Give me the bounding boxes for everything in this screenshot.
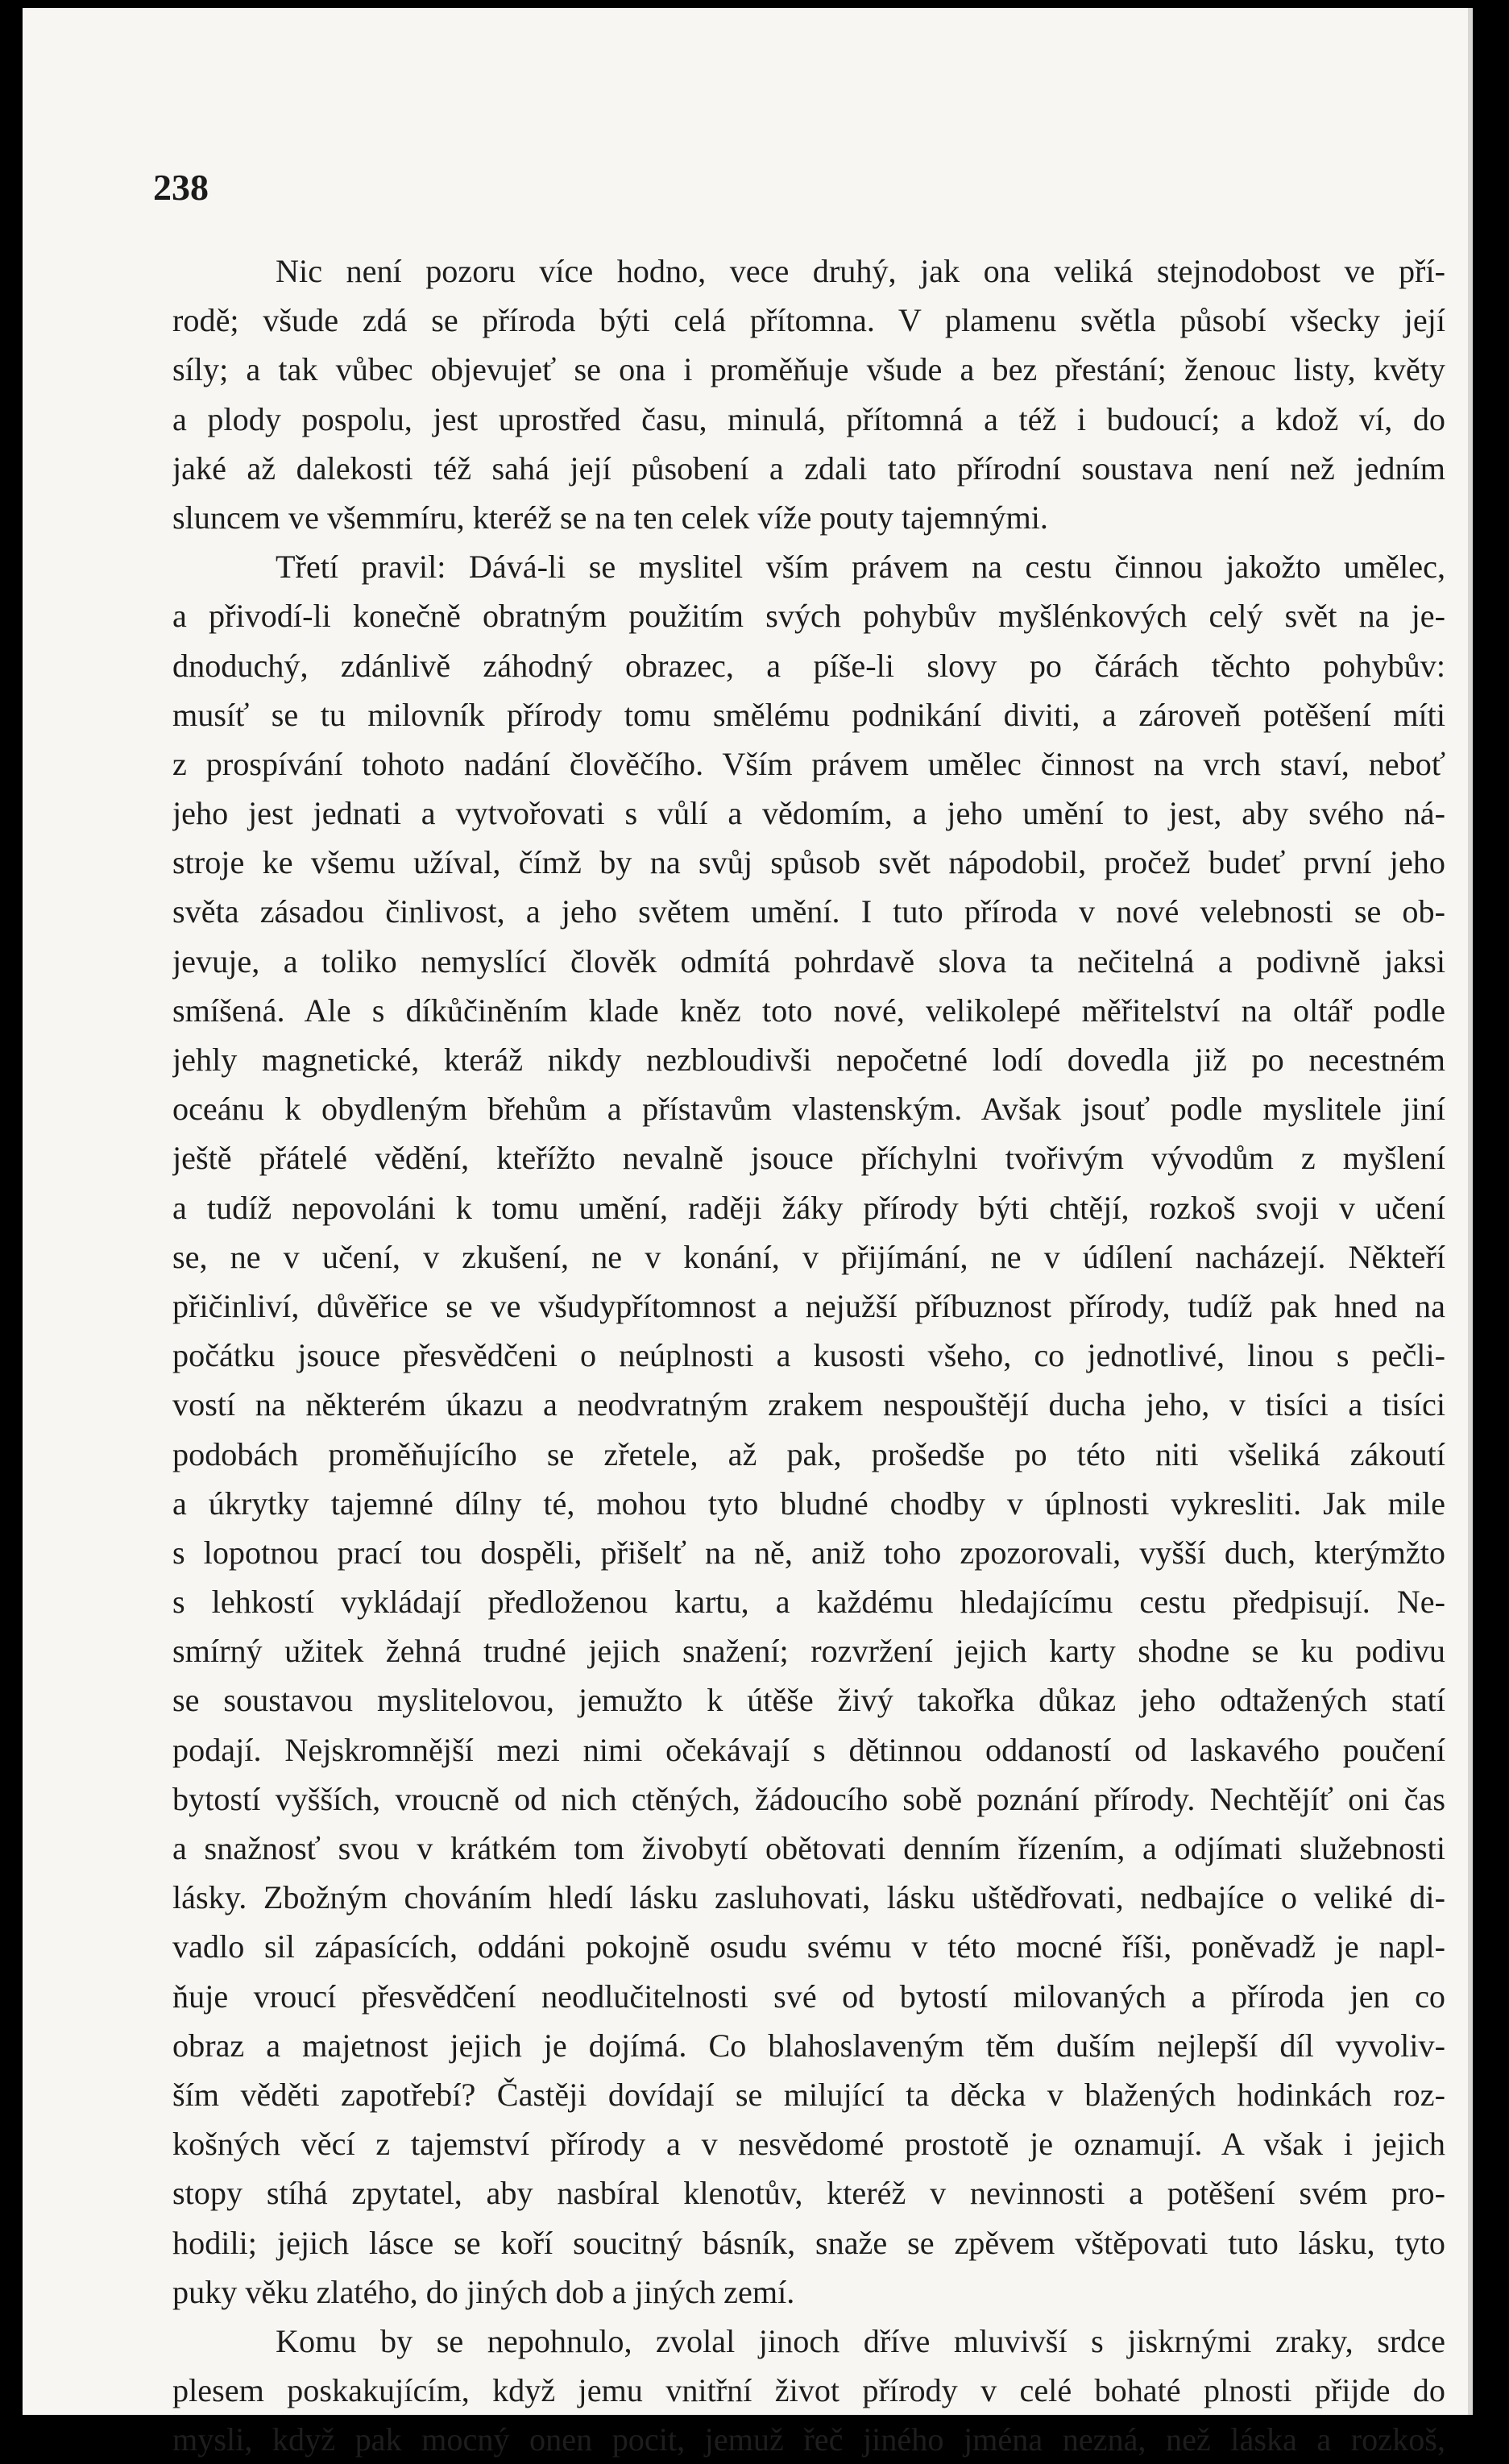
text-line: přičinliví, důvěřice se ve všudypřítomnost a nejužší příbuznost přírody, tudíž pak hned na <box>172 1287 1445 1324</box>
text-line: Třetí pravil: Dává-li se myslitel vším právem na cestu činnou jakožto umělec, <box>276 549 1445 586</box>
text-line: rodě; všude zdá se příroda býti celá přítomna. V plamenu světla působí všecky její <box>172 302 1445 339</box>
text-line: košných věcí z tajemství přírody a v nesvědomé prostotě je oznamují. A však i jejich <box>172 2126 1445 2163</box>
text-line: sluncem ve všemmíru, kteréž se na ten celek víže pouty tajemnými. <box>172 499 1048 536</box>
text-line: obraz a majetnost jejich je dojímá. Co blahoslaveným těm duším nejlepší díl vyvoliv- <box>172 2027 1445 2064</box>
book-page <box>23 8 1473 2458</box>
text-line: smírný užitek žehná trudné jejich snažení; rozvržení jejich karty shodne se ku podivu <box>172 1633 1445 1670</box>
text-line: Komu by se nepohnulo, zvolal jinoch dříve mluvivší s jiskrnými zraky, srdce <box>276 2322 1445 2359</box>
text-line: a snažnosť svou v krátkém tom živobytí obětovati denním řízením, a odjímati služebnosti <box>172 1830 1445 1866</box>
text-line: oceánu k obydleným břehům a přístavům vlastenským. Avšak jsouť podle myslitele jiní <box>172 1091 1445 1128</box>
paragraph <box>172 246 1445 542</box>
text-line: Nic není pozoru více hodno, vece druhý, jak ona veliká stejnodobost ve pří- <box>276 253 1445 289</box>
text-line: jaké až dalekosti též sahá její působení a zdali tato přírodní soustava není než jedním <box>172 449 1445 487</box>
text-line: počátku jsouce přesvědčeni o neúplnosti a kusosti všeho, co jednotlivé, linou s pečli- <box>172 1337 1445 1374</box>
text-line: světa zásadou činlivost, a jeho světem umění. I tuto příroda v nové velebnosti se ob- <box>172 893 1445 930</box>
text-line: podobách proměňujícího se zřetele, až pak, prošedše po této niti všeliká zákoutí <box>172 1435 1445 1472</box>
text-line: smíšená. Ale s díkůčiněním klade kněz toto nové, velikolepé měřitelství na oltář podle <box>172 992 1445 1029</box>
text-line: se soustavou myslitelovou, jemužto k útěše živý takořka důkaz jeho odtažených statí <box>172 1682 1445 1719</box>
text-line: stroje ke všemu užíval, čímž by na svůj spůsob svět nápodobil, pročež budeť první jeho <box>172 844 1445 881</box>
text-line: síly; a tak vůbec objevujeť se ona i proměňuje všude a bez přestání; ženouc listy, květy <box>172 351 1445 388</box>
text-line: ňuje vroucí přesvědčení neodlučitelnosti své od bytostí milovaných a příroda jen co <box>172 1977 1445 2015</box>
text-line: bytostí vyšších, vroucně od nich ctěných, žádoucího sobě poznání přírody. Nechtějíť oni čas <box>172 1780 1445 1817</box>
text-line: stopy stíhá zpytatel, aby nasbíral klenotův, kteréž v nevinnosti a potěšení svém pro- <box>172 2175 1445 2212</box>
text-line: vostí na některém úkazu a neodvratným zrakem nespouštějí ducha jeho, v tisíci a tisíci <box>172 1386 1445 1423</box>
text-line: a přivodí-li konečně obratným použitím svých pohybův myšlénkových celý svět na je- <box>172 598 1445 635</box>
text-line: lásky. Zbožným chováním hledí lásku zasluhovati, lásku uštědřovati, nedbajíce o veliké di- <box>172 1879 1445 1916</box>
text-line: a plody pospolu, jest uprostřed času, minulá, přítomná a též i budoucí; a kdož ví, do <box>172 400 1445 437</box>
paragraph <box>172 2317 1445 2464</box>
text-line: hodili; jejich lásce se koří soucitný básník, snaže se zpěvem vštěpovati tuto lásku, tyto <box>172 2224 1445 2261</box>
text-line: vadlo sil zápasících, oddáni pokojně osudu svému v této mocné říši, poněvadž je napl- <box>172 1928 1445 1965</box>
text-line: se, ne v učení, v zkušení, ne v konání, v přijímání, ne v údílení nacházejí. Někteří <box>172 1238 1445 1275</box>
text-line: ještě přátelé vědění, kteřížto nevalně jsouce příchylni tvořivým vývodům z myšlení <box>172 1140 1445 1177</box>
text-line: a úkrytky tajemné dílny té, mohou tyto bludné chodby v úplnosti vykresliti. Jak mile <box>172 1485 1445 1522</box>
text-line: s lopotnou prací tou dospěli, přišelť na ně, aniž toho zpozorovali, vyšší duch, kterýmžto <box>172 1534 1445 1571</box>
page-number: 238 <box>153 167 209 208</box>
text-line: musíť se tu milovník přírody tomu smělému podnikání diviti, a zároveň potěšení míti <box>172 696 1445 733</box>
paragraph <box>172 542 1445 2317</box>
text-line: puky věku zlatého, do jiných dob a jiných zemí. <box>172 2273 795 2310</box>
text-line: plesem poskakujícím, když jemu vnitřní život přírody v celé bohaté plnosti přijde do <box>172 2372 1445 2409</box>
text-line: z prospívání tohoto nadání člověčího. Vším právem umělec činnost na vrch staví, neboť <box>172 745 1445 782</box>
text-line: dnoduchý, zdánlivě záhodný obrazec, a píše-li slovy po čárách těchto pohybův: <box>172 647 1445 684</box>
text-line: ším věděti zapotřebí? Častěji dovídají se milující ta děcka v blažených hodinkách roz- <box>172 2076 1445 2113</box>
text-line: s lehkostí vykládají předloženou kartu, a každému hledajícímu cestu předpisují. Ne- <box>172 1584 1445 1621</box>
text-line: jevuje, a toliko nemyslící člověk odmítá pohrdavě slova ta nečitelná a podivně jaksi <box>172 942 1445 979</box>
body-text <box>172 246 1445 2464</box>
text-line: a tudíž nepovoláni k tomu umění, raději žáky přírody býti chtějí, rozkoš svoji v učení <box>172 1189 1445 1226</box>
text-line: jehly magnetické, kteráž nikdy nezbloudivši nepočetné lodí dovedla již po necestném <box>172 1042 1445 1078</box>
text-line: jeho jest jednati a vytvořovati s vůlí a vědomím, a jeho umění to jest, aby svého ná- <box>172 795 1445 832</box>
text-line: podají. Nejskromnější mezi nimi očekávají s dětinnou oddaností od laskavého poučení <box>172 1731 1445 1768</box>
text-line: mysli, když pak mocný onen pocit, jemuž řeč jiného jména nezná, než láska a rozkoš, <box>172 2421 1445 2458</box>
